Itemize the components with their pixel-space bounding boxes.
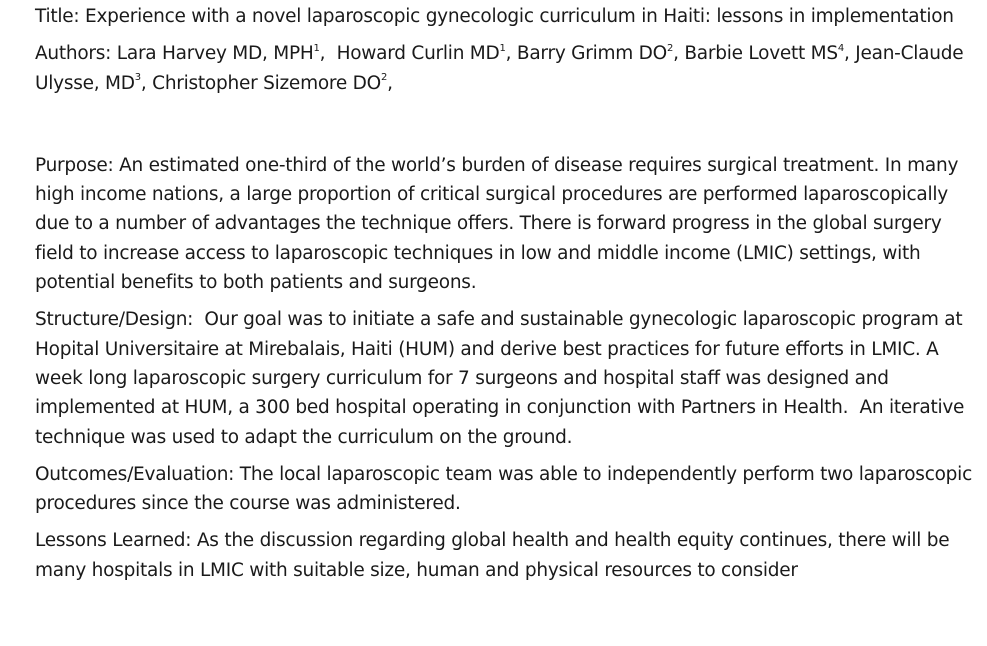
authors-label: Authors: [35, 43, 117, 65]
author-affiliation: 2 [380, 72, 388, 84]
author-name: Jean-Claude Ulysse, MD [35, 43, 964, 94]
author-affiliation: 1 [313, 43, 320, 55]
author-separator: , [844, 43, 856, 65]
author-separator: , [140, 72, 153, 94]
outcomes-evaluation-paragraph: Outcomes/Evaluation: The local laparoscopic team was able to independently perform two laparoscopic procedures since the course was administered. [35, 463, 972, 515]
author-affiliation: 4 [837, 43, 844, 55]
author-name: Barry Grimm DO [516, 43, 667, 65]
structure-design-paragraph: Structure/Design: Our goal was to initiate a safe and sustainable gynecologic laparoscopic program at Hopital Universitaire at Mirebalais, Haiti (HUM) and derive best practices for future efforts in LMIC. A week long laparoscopic surgery curriculum for 7 surgeons and hospital staff was designed and implemented at HUM, a 300 bed hospital operating in conjunction with Partners in Health. An iterative technique was used to adapt the curriculum on the ground. [35, 309, 970, 448]
purpose-paragraph: Purpose: An estimated one-third of the world’s burden of disease requires surgical treatment. In many high income nations, a large proportion of critical surgical procedures are performed laparoscopically due to a number of advantages the technique offers. There is forward progress in the global surgery field to increase access to laparoscopic techniques in low and middle income (LMIC) settings, with potential benefits to both patients and surgeons. [35, 154, 959, 294]
author-separator: , [387, 72, 393, 94]
lessons-learned-paragraph: Lessons Learned: As the discussion regarding global health and health equity continues, there will be many hospitals in LMIC with suitable size, human and physical resources to consider [35, 530, 950, 581]
author-separator: , [319, 43, 337, 65]
author-affiliation: 3 [134, 72, 141, 84]
authors-line [35, 39, 977, 98]
author-separator: , [673, 43, 685, 65]
author-affiliation: 1 [499, 43, 506, 55]
author-name: Christopher Sizemore DO [152, 72, 381, 94]
author-name: Howard Curlin MD [336, 43, 500, 65]
author-separator: , [505, 43, 517, 65]
author-affiliation: 2 [666, 43, 674, 55]
author-name: Lara Harvey MD, MPH [116, 43, 314, 65]
document-title: Title: Experience with a novel laparoscopic gynecologic curriculum in Haiti: lessons in implementation [35, 6, 954, 27]
author-name: Barbie Lovett MS [684, 43, 838, 65]
